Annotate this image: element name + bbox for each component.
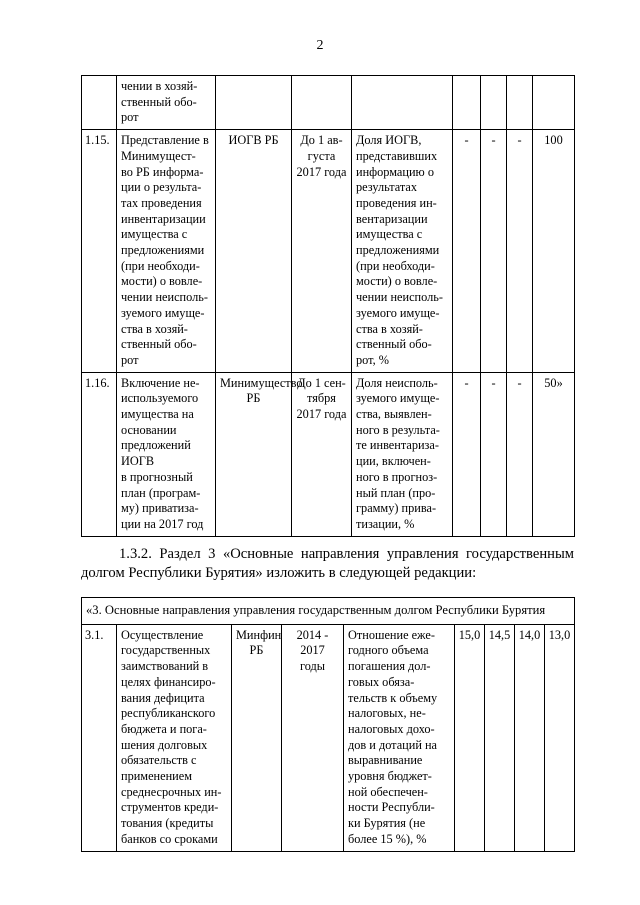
section-title: «3. Основные направления управления государственным долгом Республики Бурятия: [82, 598, 575, 625]
value-cell: [453, 76, 481, 130]
value-cell: [507, 76, 533, 130]
section-header-row: [82, 598, 575, 625]
value-cell: 14,5: [485, 624, 515, 851]
action-cell: Осуществление государственных заимствований в целях финансиро- вания дефицита республиканского бюджета и пога- шения долговых обязательств с применением среднесрочных ин- струментов креди- тования (кредиты банков со сроками: [117, 624, 232, 851]
executor-cell: Минимущество РБ: [216, 372, 292, 536]
value-cell: 14,0: [515, 624, 545, 851]
debt-management-table: [81, 597, 575, 852]
value-cell: -: [481, 130, 507, 373]
executor-cell: [216, 76, 292, 130]
deadline-cell: До 1 ав- густа 2017 года: [292, 130, 352, 373]
row-number: 1.15.: [82, 130, 117, 373]
value-cell: 15,0: [455, 624, 485, 851]
action-cell: Представление в Минимущест- во РБ информа- ции о результа- тах проведения инвентаризации имущества с предложениями (при необходи- мости) о вовле- чении неисполь- зуемого имуще- ства в хозяй- ственный обо- рот: [117, 130, 216, 373]
value-cell: [481, 76, 507, 130]
indicator-cell: Доля неисполь- зуемого имуще- ства, выявлен- ного в результа- те инвентариза- ции, включен- ного в прогноз- ный план (про- грамму) прива- тизации, %: [352, 372, 453, 536]
deadline-cell: 2014 - 2017 годы: [282, 624, 344, 851]
table-row: [82, 130, 575, 373]
value-cell: -: [507, 372, 533, 536]
value-cell: 50»: [533, 372, 575, 536]
indicator-cell: Отношение еже- годного объема погашения дол- говых обяза- тельств к объему налоговых, не- налоговых дохо- дов и дотаций на выравнивание уровня бюджет- ной обеспечен- ности Республи- ки Бурятия (не более 15 %), %: [344, 624, 455, 851]
value-cell: -: [507, 130, 533, 373]
value-cell: -: [481, 372, 507, 536]
table-row: [82, 624, 575, 851]
indicator-cell: [352, 76, 453, 130]
indicator-cell: Доля ИОГВ, представивших информацию о результатах проведения ин- вентаризации имущества с предложениями (при необходи- мости) о вовле- чении неисполь- зуемого имуще- ства в хозяй- ственный обо- рот, %: [352, 130, 453, 373]
value-cell: [533, 76, 575, 130]
table-row: [82, 372, 575, 536]
value-cell: 100: [533, 130, 575, 373]
amendment-paragraph: 1.3.2. Раздел 3 «Основные направления управления государственным долгом Республики Бурятия» изложить в следующей редакции:: [81, 546, 574, 581]
row-number: 1.16.: [82, 372, 117, 536]
value-cell: 13,0: [545, 624, 575, 851]
row-number: 3.1.: [82, 624, 117, 851]
executor-cell: Минфин РБ: [232, 624, 282, 851]
executor-cell: ИОГВ РБ: [216, 130, 292, 373]
row-number: [82, 76, 117, 130]
measures-table: [81, 75, 575, 537]
page-number: 2: [316, 38, 324, 53]
value-cell: -: [453, 372, 481, 536]
value-cell: -: [453, 130, 481, 373]
table-row: [82, 76, 575, 130]
deadline-cell: [292, 76, 352, 130]
action-cell: чении в хозяй- ственный обо- рот: [117, 76, 216, 130]
action-cell: Включение не- используемого имущества на основании предложений ИОГВ в прогнозный план (програм- му) приватиза- ции на 2017 год: [117, 372, 216, 536]
deadline-cell: До 1 сен- тября 2017 года: [292, 372, 352, 536]
